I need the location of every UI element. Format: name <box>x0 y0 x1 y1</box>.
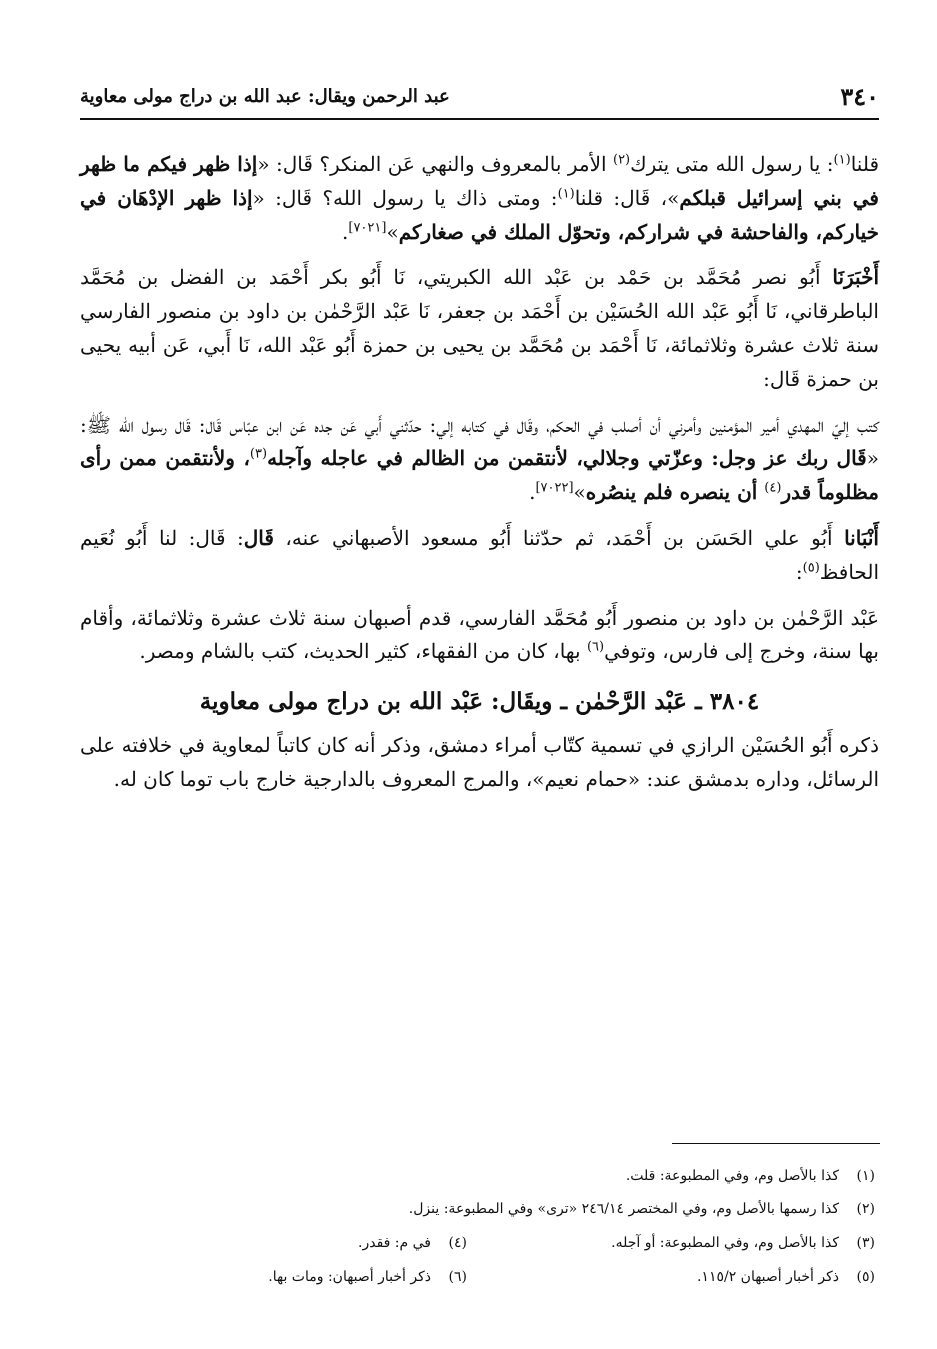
footnote-ref: (٣) <box>249 446 268 462</box>
isnad-keyword: أَنْبَانا <box>844 525 879 550</box>
footnote-ref: (٥) <box>802 560 820 576</box>
isnad-keyword: قَال <box>243 525 274 550</box>
main-text <box>80 148 879 809</box>
footnote-number: (٥) <box>856 1269 875 1285</box>
hadith-text: إذا ظهر فيكم ما ظهر في بني إسرائيل قبلكم <box>80 152 879 210</box>
isnad-keyword: أَخْبَرَنَا <box>832 265 879 290</box>
hadith-number: [٧٠٢٢] <box>535 480 574 496</box>
text-run: أَبُو نصر مُحَمَّد بن حَمْد بن عَبْد الله الكبريتي، نَا أَبُو بكر أَحْمَد بن الفضل بن مُحَمَّد الباطرقاني، نَا أَبُو عَبْد الله الحُسَيْن بن أَحْمَد بن جعفر، نَا عَبْد الرَّحْمٰن بن داود بن منصور الفارسي سنة ثلاث عشرة وثلاثمائة، نَا أَحْمَد بن مُحَمَّد بن يحيى بن حمزة أَبُو عَبْد الله، نَا أَبي، عَن أبيه يحيى بن حمزة قَال: <box>80 265 879 391</box>
text-run: »، قَال: قلنا <box>574 185 680 210</box>
footnote-text: ذكر أخبار أصبهان ١١٥/٢. <box>696 1269 839 1285</box>
footnote-number: (١) <box>856 1168 875 1184</box>
footnote-ref: (٢) <box>612 152 631 168</box>
footnote-text: ذكر أخبار أصبهان: ومات بها. <box>268 1269 431 1285</box>
footnote-number: (٦) <box>448 1269 467 1285</box>
paragraph-biography <box>80 602 879 670</box>
footnote-text: في م: فقدر. <box>358 1235 431 1251</box>
footnote-text: كذا بالأصل وم، وفي المطبوعة: أو آجله. <box>611 1235 839 1251</box>
text-run: قلنا <box>850 152 879 176</box>
hadith-text: أن ينصره فلم ينصُره <box>585 480 765 505</box>
text-run: . <box>342 219 349 244</box>
text-run: عَبْد الرَّحْمٰن بن داود بن منصور أَبُو مُحَمَّد الفارسي، قدم أصبهان سنة ثلاث عشرة وثلاثمائة، وأقام بها سنة، وخرج إلى فارس، وتوفي <box>80 605 879 664</box>
text-run: أَبُو علي الحَسَن بن أَحْمَد، ثم حدّثنا أَبُو مسعود الأصبهاني عنه، <box>273 525 845 550</box>
page-header <box>80 82 879 120</box>
text-run: : ومتى ذاك يا رسول الله؟ قَال: « <box>252 185 558 210</box>
hadith-number: [٧٠٢١] <box>348 219 387 235</box>
footnote <box>626 1168 875 1184</box>
footnote <box>358 1235 467 1251</box>
footnote-ref: (٤) <box>764 480 782 496</box>
text-run: كتب إليّ المهدي أمير المؤمنين وأمرني أن أصلب في الحكم، وقَال في كتابه إلي: حدّثني أَبي عَن جده عَن ابن عبّاس قَال: قَال رسول الله ﷺ: « <box>80 412 879 471</box>
footnote <box>409 1201 875 1217</box>
paragraph-isnad-2 <box>80 522 879 590</box>
footnote-number: (٣) <box>856 1235 875 1251</box>
footnote-ref: (٦) <box>586 639 605 655</box>
hadith-text: إذا ظهر الإدْهَان في خياركم، والفاحشة في شراركم، وتحوّل الملك في صغاركم <box>80 185 879 244</box>
hadith-text: ، ولأنتقمن ممن رأى مظلوماً قدر <box>80 446 879 505</box>
footnote-divider <box>672 1143 880 1144</box>
paragraph-hadith-2 <box>80 409 879 510</box>
paragraph-isnad-1 <box>80 261 879 396</box>
footnote-number: (٢) <box>856 1201 875 1217</box>
text-run: . <box>529 480 536 505</box>
footnote-text: كذا رسمها بالأصل وم، وفي المختصر ٢٤٦/١٤ «ترى» وفي المطبوعة: ينزل. <box>408 1201 839 1217</box>
footnote <box>611 1235 875 1251</box>
running-title: عبد الرحمن ويقال: عبد الله بن دراج مولى معاوية <box>80 86 450 107</box>
hadith-text: قَال ربك عز وجل: وعزّتي وجلالي، لأنتقمن من الظالم في عاجله وآجله <box>267 446 867 471</box>
text-run: : <box>795 559 803 584</box>
footnote-ref: (١) <box>833 152 851 168</box>
text-run: بها، كان من الفقهاء، كثير الحديث، كتب بالشام ومصر. <box>139 639 587 664</box>
text-run: » <box>386 219 399 244</box>
footnote <box>697 1269 875 1285</box>
footnote-number: (٤) <box>448 1235 467 1251</box>
footnote-ref: (١) <box>557 186 575 202</box>
entry-heading: ٣٨٠٤ ـ عَبْد الرَّحْمٰن ـ ويقَال: عَبْد الله بن دراج مولى معاوية <box>199 688 760 716</box>
text-run: : قَال: لنا أَبُو نُعَيم الحافظ <box>80 525 879 584</box>
text-run: الأمر بالمعروف والنهي عَن المنكر؟ قَال: « <box>257 152 613 176</box>
paragraph-entry: ذكره أَبُو الحُسَيْن الرازي في تسمية كتّاب أمراء دمشق، وذكر أنه كان كاتباً لمعاوية في خلافته على الرسائل، وداره بدمشق عند: «حمام نعيم»، والمرج المعروف بالدارجية خارج باب توما كان له. <box>80 732 879 791</box>
footnote-text: كذا بالأصل وم، وفي المطبوعة: قلت. <box>625 1168 839 1184</box>
footnote <box>268 1269 467 1285</box>
page-number: ٣٤٠ <box>840 82 879 111</box>
paragraph-hadith-1 <box>80 148 879 249</box>
text-run: » <box>573 480 586 505</box>
text-run: : يا رسول الله متى يترك <box>630 152 834 176</box>
